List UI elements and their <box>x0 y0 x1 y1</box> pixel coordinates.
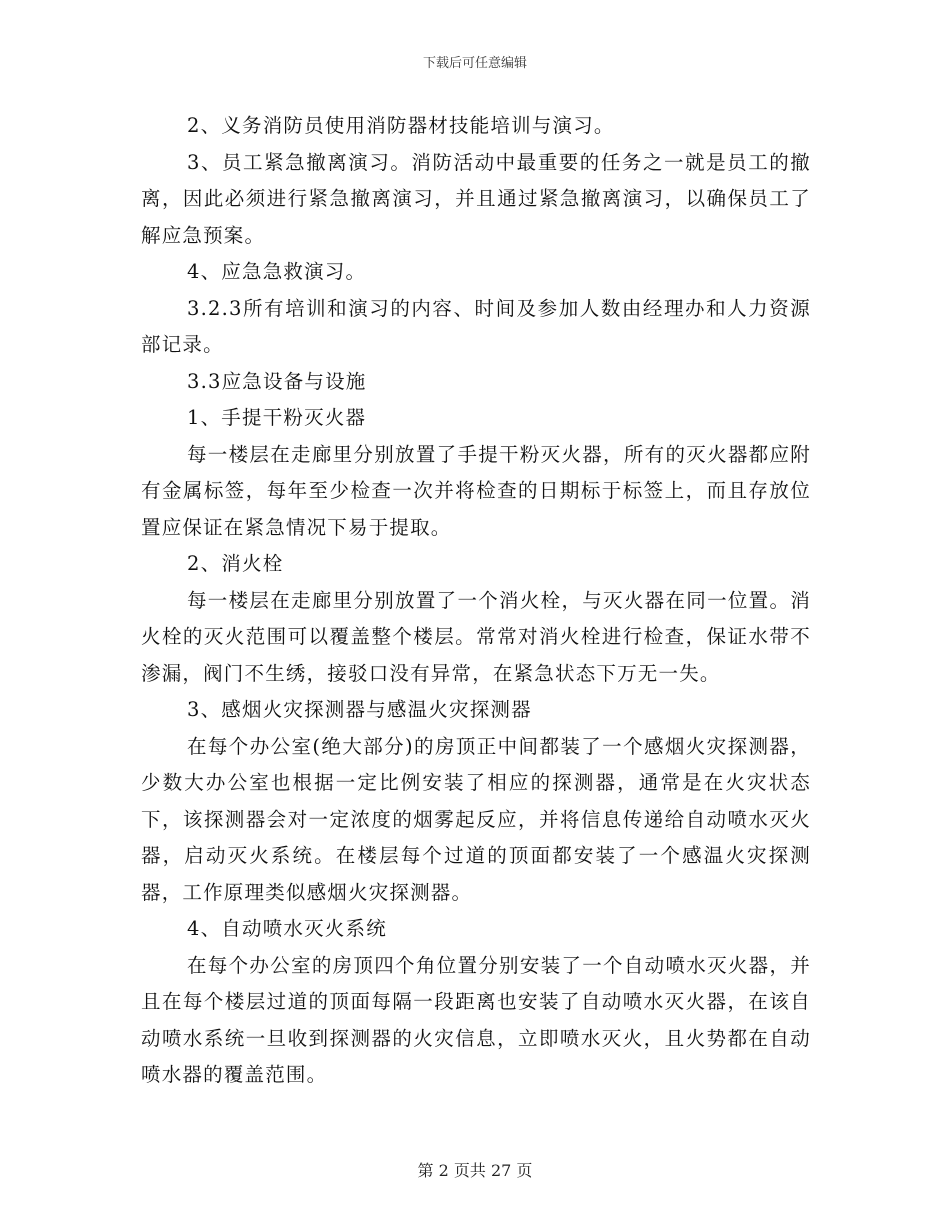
document-body <box>141 108 811 1094</box>
paragraph-hydrant: 每一楼层在走廊里分别放置了一个消火栓，与灭火器在同一位置。消火栓的灭火范围可以覆盖整个楼层。常常对消火栓进行检查，保证水带不渗漏，阀门不生绣，接驳口没有异常，在紧急状态下万无一失。 <box>141 588 811 685</box>
paragraph-item-3: 3、员工紧急撤离演习。消防活动中最重要的任务之一就是员工的撤离，因此必须进行紧急撤离演习，并且通过紧急撤离演习，以确保员工了解应急预案。 <box>141 150 811 247</box>
section-heading-3-3: 3.3应急设备与设施 <box>187 369 367 393</box>
paragraph-item-4: 4、应急急救演习。 <box>187 260 367 283</box>
page-number: 第 2 页共 27 页 <box>417 1161 533 1180</box>
subheading-extinguisher: 1、手提干粉灭火器 <box>187 406 367 429</box>
header-note: 下载后可任意编辑 <box>422 56 527 71</box>
subheading-detectors: 3、感烟火灾探测器与感温火灾探测器 <box>187 698 532 721</box>
paragraph-detectors: 在每个办公室(绝大部分)的房顶正中间都装了一个感烟火灾探测器，少数大办公室也根据一定比例安装了相应的探测器，通常是在火灾状态下，该探测器会对一定浓度的烟雾起反应，并将信息传递给自动喷水灭火器，启动灭火系统。在楼层每个过道的顶面都安装了一个感温火灾探测器，工作原理类似感烟火灾探测器。 <box>141 734 811 904</box>
paragraph-sprinkler: 在每个办公室的房顶四个角位置分别安装了一个自动喷水灭火器，并且在每个楼层过道的顶面每隔一段距离也安装了自动喷水灭火器，在该自动喷水系统一旦收到探测器的火灾信息，立即喷水灭火，且火势都在自动喷水器的覆盖范围。 <box>141 953 811 1086</box>
subheading-sprinkler: 4、自动喷水灭火系统 <box>187 917 387 940</box>
paragraph-3-2-3: 3.2.3所有培训和演习的内容、时间及参加人数由经理办和人力资源部记录。 <box>141 296 811 356</box>
paragraph-extinguisher: 每一楼层在走廊里分别放置了手提干粉灭火器，所有的灭火器都应附有金属标签，每年至少检查一次并将检查的日期标于标签上，而且存放位置应保证在紧急情况下易于提取。 <box>141 442 811 539</box>
subheading-hydrant: 2、消火栓 <box>187 552 284 575</box>
paragraph-item-2: 2、义务消防员使用消防器材技能培训与演习。 <box>187 114 615 137</box>
